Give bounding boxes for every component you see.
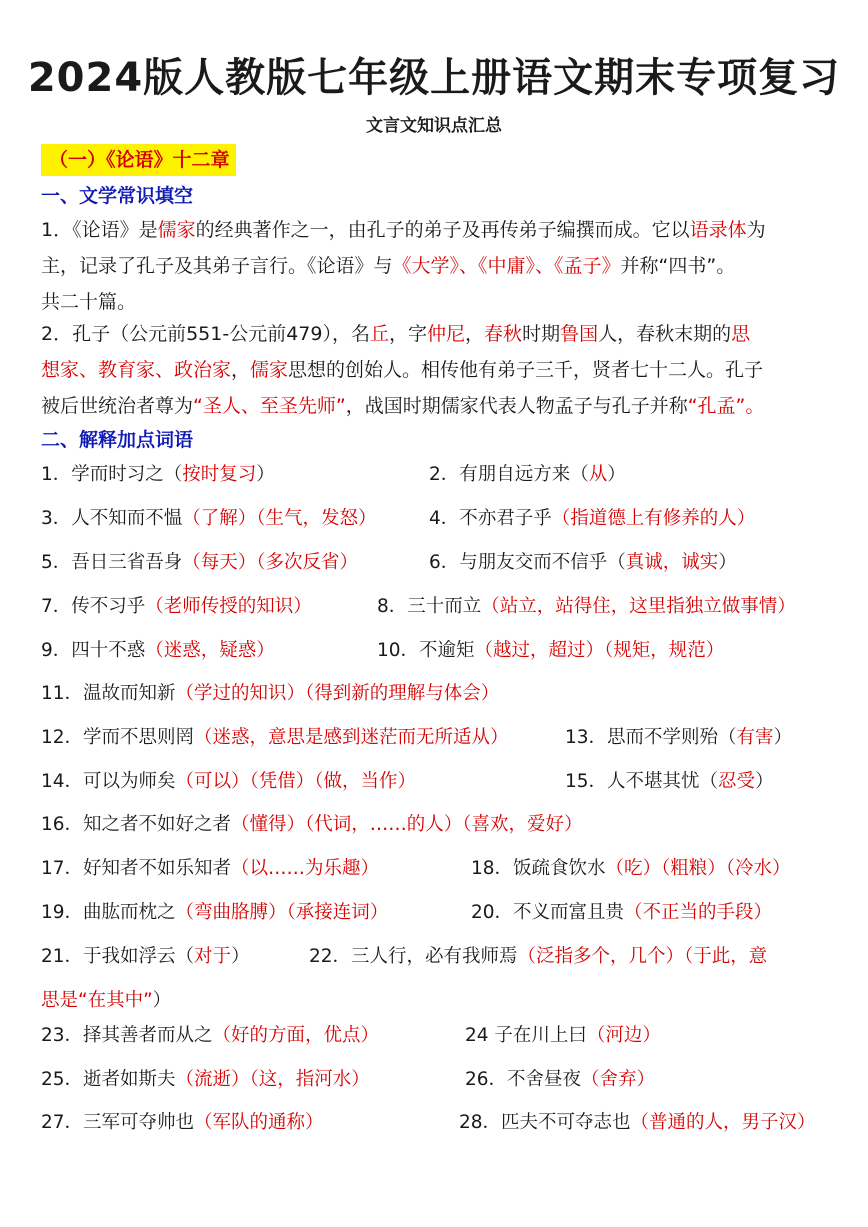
- prompt-text: 主，记录了孔子及其弟子言行。《论语》与: [41, 255, 393, 277]
- answer-text: （迷惑，意思是感到迷茫而无所适从）: [194, 727, 509, 748]
- prompt-text: 27．三军可夺帅也: [41, 1112, 195, 1133]
- answer-text: （指道德上有修养的人）: [551, 508, 756, 529]
- answer-text: （懂得）（代词，……的人）（喜欢，爱好）: [231, 814, 583, 835]
- vocab-item: [41, 1110, 324, 1136]
- answer-text: 仲尼: [427, 323, 466, 345]
- prompt-text: 24 子在川上曰: [465, 1025, 587, 1046]
- prompt-text: 2．有朋自远方来（: [429, 464, 589, 485]
- answer-text: （了解）（生气，发怒）: [182, 508, 377, 529]
- prompt-text: 21．于我如浮云（: [41, 946, 195, 967]
- answer-text: 思: [731, 323, 751, 345]
- vocab-item: [471, 856, 791, 882]
- answer-text: （泛指多个，几个）（于此，意: [517, 946, 768, 967]
- vocab-item: [565, 769, 774, 795]
- vocab-item: [429, 550, 737, 576]
- prompt-text: 15．人不堪其忧（: [565, 771, 719, 792]
- prompt-text: ）: [718, 552, 737, 573]
- paragraph-line: [41, 388, 841, 424]
- prompt-text: 11．温故而知新: [41, 683, 176, 704]
- section-heading-literary: 一、文学常识填空: [41, 185, 194, 207]
- prompt-text: ）: [755, 771, 774, 792]
- answer-text: （以……为乐趣）: [231, 858, 380, 879]
- prompt-text: ）: [231, 946, 250, 967]
- vocab-item: [41, 681, 499, 707]
- answer-text: 对于: [194, 946, 232, 967]
- prompt-text: 13．思而不学则殆（: [565, 727, 737, 748]
- prompt-text: ）: [773, 727, 793, 748]
- answer-text: “孔孟”。: [687, 395, 765, 417]
- prompt-text: 28．匹夫不可夺志也: [459, 1112, 631, 1133]
- prompt-text: ，战国时期儒家代表人物孟子与孔子并称: [345, 395, 688, 417]
- vocab-item: [41, 638, 275, 664]
- paragraph-confucius-bio: [41, 316, 841, 424]
- paragraph-line: [41, 352, 841, 388]
- prompt-text: 20．不义而富且贵: [471, 902, 625, 923]
- vocab-item: [377, 594, 796, 620]
- answer-text: （每天）（多次反省）: [182, 552, 359, 573]
- vocab-item: [41, 550, 358, 576]
- prompt-text: 被后世统治者尊为: [41, 395, 194, 417]
- paragraph-line: [41, 284, 841, 320]
- prompt-text: 10．不逾矩: [377, 640, 475, 661]
- prompt-text: ）: [152, 990, 172, 1011]
- prompt-text: 5．吾日三省吾身: [41, 552, 183, 573]
- answer-text: （军队的通称）: [194, 1112, 324, 1133]
- prompt-text: 4．不亦君子乎: [429, 508, 552, 529]
- vocab-item: [429, 506, 755, 532]
- vocab-item: [41, 856, 379, 882]
- vocab-item: [471, 900, 772, 926]
- vocab-item: [41, 988, 171, 1014]
- vocab-item: [429, 462, 626, 488]
- vocab-item: [565, 725, 792, 751]
- answer-text: 《大学》、《中庸》、《孟子》: [392, 255, 621, 277]
- prompt-text: 26．不舍昼夜: [465, 1069, 582, 1090]
- prompt-text: 为: [746, 219, 766, 241]
- vocab-item: [41, 812, 583, 838]
- answer-text: 语录体: [689, 219, 747, 241]
- prompt-text: 时期: [522, 323, 561, 345]
- prompt-text: 思想的创始人。相传他有弟子三千，贤者七十二人。孔子: [288, 359, 764, 381]
- vocab-item: [465, 1067, 655, 1093]
- answer-text: 有害: [736, 727, 774, 748]
- prompt-text: 22．三人行，必有我师焉: [309, 946, 518, 967]
- prompt-text: 并称“四书”。: [620, 255, 736, 277]
- vocab-item: [465, 1023, 661, 1049]
- prompt-text: ，: [231, 359, 251, 381]
- prompt-text: ）: [256, 464, 275, 485]
- answer-text: （学过的知识）（得到新的理解与体会）: [175, 683, 500, 704]
- answer-text: （吃）（粗粮）（冷水）: [605, 858, 791, 879]
- vocab-item: [41, 594, 312, 620]
- prompt-text: 18．饭疏食饮水: [471, 858, 606, 879]
- answer-text: （舍弃）: [581, 1069, 656, 1090]
- answer-text: 真诚，诚实: [625, 552, 719, 573]
- answer-text: 丘: [369, 323, 389, 345]
- answer-text: 儒家: [250, 359, 289, 381]
- paragraph-line: [41, 316, 841, 352]
- section-heading-vocab: 二、解释加点词语: [41, 429, 194, 451]
- prompt-text: 19．曲肱而枕之: [41, 902, 176, 923]
- prompt-text: ）: [607, 464, 626, 485]
- answer-text: （可以）（凭借）（做，当作）: [175, 771, 417, 792]
- answer-text: 从: [588, 464, 608, 485]
- prompt-text: 2．孔子（公元前551-公元前479），名: [41, 323, 370, 345]
- answer-text: （越过，超过）（规矩，规范）: [474, 640, 725, 661]
- vocab-item: [41, 462, 275, 488]
- vocab-item: [459, 1110, 816, 1136]
- answer-text: 思是“在其中”: [41, 990, 153, 1011]
- answer-text: （好的方面，优点）: [212, 1025, 380, 1046]
- prompt-text: 的经典著作之一，由孔子的弟子及再传弟子编撰而成。它以: [195, 219, 690, 241]
- answer-text: （不正当的手段）: [624, 902, 773, 923]
- prompt-text: 12．学而不思则罔: [41, 727, 195, 748]
- answer-text: 想家、教育家、政治家: [41, 359, 232, 381]
- prompt-text: 17．好知者不如乐知者: [41, 858, 232, 879]
- prompt-text: 共二十篇。: [41, 291, 137, 313]
- vocab-item: [41, 506, 377, 532]
- prompt-text: 3．人不知而不愠: [41, 508, 183, 529]
- vocab-item: [377, 638, 724, 664]
- answer-text: “圣人、至圣先师”: [193, 395, 346, 417]
- vocab-item: [41, 900, 388, 926]
- answer-text: 鲁国: [560, 323, 599, 345]
- answer-text: （流逝）（这，指河水）: [175, 1069, 370, 1090]
- chapter-heading: （一）《论语》十二章: [41, 144, 236, 176]
- paragraph-lunyu-intro: [41, 212, 841, 320]
- answer-text: （迷惑，疑惑）: [145, 640, 275, 661]
- vocab-item: [41, 944, 250, 970]
- answer-text: 儒家: [157, 219, 196, 241]
- vocab-item: [41, 1023, 379, 1049]
- page-title: 2024版人教版七年级上册语文期末专项复习: [27, 55, 841, 101]
- prompt-text: 9．四十不惑: [41, 640, 146, 661]
- prompt-text: 14．可以为师矣: [41, 771, 176, 792]
- answer-text: （普通的人，男子汉）: [630, 1112, 816, 1133]
- prompt-text: 7．传不习乎: [41, 596, 146, 617]
- paragraph-line: [41, 212, 841, 248]
- prompt-text: 1．学而时习之（: [41, 464, 183, 485]
- prompt-text: 25．逝者如斯夫: [41, 1069, 176, 1090]
- answer-text: 按时复习: [182, 464, 257, 485]
- prompt-text: 23．择其善者而从之: [41, 1025, 213, 1046]
- vocab-item: [309, 944, 767, 970]
- answer-text: （弯曲胳膊）（承接连词）: [175, 902, 389, 923]
- prompt-text: 人，春秋末期的: [598, 323, 732, 345]
- answer-text: （站立，站得住，这里指独立做事情）: [481, 596, 796, 617]
- prompt-text: 1．《论语》是: [41, 219, 158, 241]
- vocab-item: [41, 1067, 370, 1093]
- paragraph-line: [41, 248, 841, 284]
- prompt-text: 8．三十而立: [377, 596, 482, 617]
- answer-text: 春秋: [484, 323, 523, 345]
- answer-text: 忍受: [718, 771, 756, 792]
- vocab-item: [41, 725, 509, 751]
- prompt-text: ，: [465, 323, 485, 345]
- answer-text: （河边）: [586, 1025, 661, 1046]
- answer-text: （老师传授的知识）: [145, 596, 312, 617]
- prompt-text: ，字: [389, 323, 428, 345]
- prompt-text: 6．与朋友交而不信乎（: [429, 552, 626, 573]
- page-subtitle: 文言文知识点汇总: [366, 116, 502, 136]
- vocab-item: [41, 769, 416, 795]
- prompt-text: 16．知之者不如好之者: [41, 814, 232, 835]
